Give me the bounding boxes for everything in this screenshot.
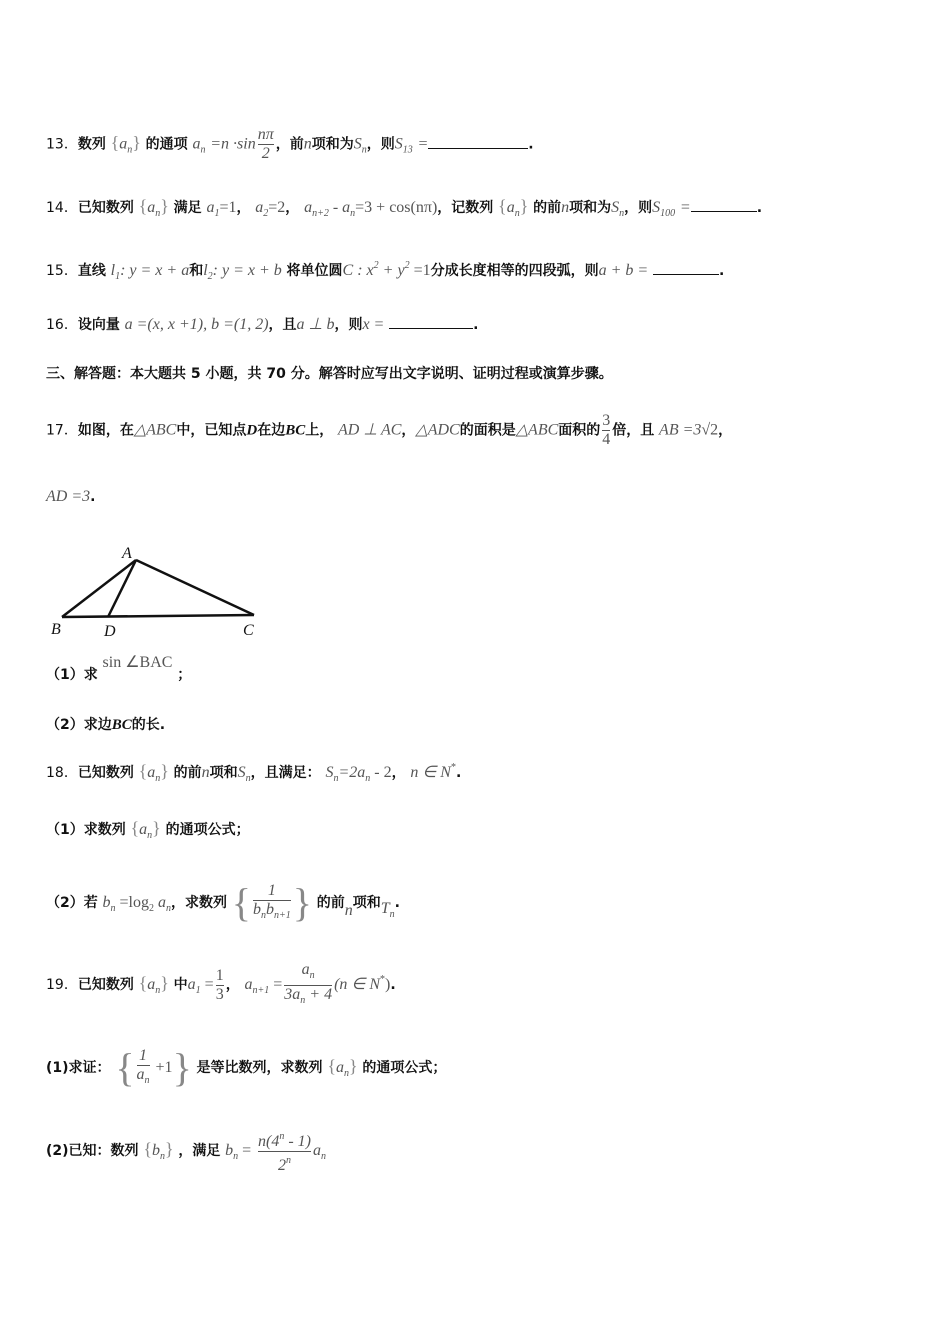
fraction bbox=[216, 967, 224, 1004]
section-heading: 三、解答题：本大题共 5 小题，共 70 分。解答时应写出文字说明、证明过程或演算步骤。 bbox=[46, 366, 613, 382]
text: （1）求数列 bbox=[46, 822, 126, 838]
text: . bbox=[473, 317, 479, 333]
brace: } bbox=[519, 196, 529, 216]
text: （2）求边 bbox=[46, 717, 112, 733]
formula: = bbox=[200, 976, 214, 993]
text: 如图，在 bbox=[77, 422, 134, 439]
fraction bbox=[258, 1128, 311, 1175]
edge-ac bbox=[136, 560, 254, 615]
subscript: n bbox=[147, 830, 153, 841]
var: n bbox=[257, 1132, 266, 1150]
text: ，则 bbox=[334, 317, 363, 333]
fraction bbox=[137, 1047, 150, 1090]
brace: { bbox=[327, 1056, 336, 1076]
seq-symbol: a bbox=[119, 135, 128, 153]
brace: { bbox=[138, 761, 148, 781]
question-16 bbox=[46, 314, 478, 335]
formula: AD =3 bbox=[46, 488, 91, 505]
value: =2 bbox=[268, 199, 286, 216]
var: a bbox=[255, 199, 264, 216]
subscript: 13 bbox=[402, 144, 413, 156]
subscript: n bbox=[619, 208, 625, 219]
subscript: n bbox=[166, 903, 171, 914]
var: a bbox=[206, 199, 215, 216]
subscript: n bbox=[144, 1074, 150, 1086]
seq-symbol: a bbox=[147, 199, 156, 216]
brace: { bbox=[130, 818, 140, 838]
superscript: 2 bbox=[373, 260, 379, 271]
subscript: n bbox=[350, 208, 356, 219]
formula: C : x bbox=[342, 262, 374, 279]
var: a bbox=[342, 199, 351, 216]
text: (1)求证： bbox=[46, 1060, 111, 1076]
var: S bbox=[394, 135, 403, 153]
text: 中 bbox=[173, 977, 188, 993]
q17-part1 bbox=[46, 654, 192, 685]
text: 是等比数列，求数列 bbox=[196, 1060, 323, 1076]
formula: △ABC bbox=[133, 421, 177, 439]
var: b bbox=[252, 900, 261, 918]
frac-num: 1 bbox=[139, 1046, 148, 1064]
fraction bbox=[602, 412, 610, 449]
text: 数列 bbox=[77, 136, 106, 153]
seq-symbol: a bbox=[147, 764, 156, 781]
brace: { bbox=[143, 1139, 152, 1159]
formula: - 2 bbox=[370, 764, 392, 781]
text: . bbox=[390, 977, 396, 993]
var: n bbox=[303, 135, 312, 153]
text: 倍，且 bbox=[612, 422, 655, 439]
equals: = bbox=[679, 199, 691, 216]
question-number: 14． bbox=[46, 200, 78, 216]
brace: { bbox=[231, 880, 251, 925]
text: ，求数列 bbox=[171, 895, 227, 911]
var: b bbox=[265, 900, 274, 918]
q19-part2 bbox=[46, 1124, 326, 1174]
edge-ba bbox=[62, 560, 136, 617]
superscript: n bbox=[279, 1130, 285, 1142]
text: 的面积是 bbox=[459, 422, 516, 439]
formula: x = bbox=[362, 316, 385, 333]
value: =1 bbox=[219, 199, 237, 216]
formula bbox=[103, 654, 173, 671]
brace: } bbox=[160, 196, 169, 216]
q17-ad-line bbox=[46, 486, 95, 507]
text: 中，已知点 bbox=[176, 422, 247, 439]
question-number: 19． bbox=[46, 977, 78, 993]
text: ， bbox=[718, 422, 733, 439]
formula: (n ∈ N bbox=[334, 976, 380, 993]
seq-symbol: a bbox=[506, 199, 515, 216]
var: a bbox=[136, 1065, 145, 1083]
subscript: n bbox=[260, 909, 266, 921]
formula: √2 bbox=[701, 421, 719, 439]
value: 2 bbox=[277, 1156, 286, 1174]
equals: = bbox=[417, 135, 429, 153]
var: a bbox=[154, 894, 166, 911]
question-number: 17． bbox=[46, 422, 78, 439]
text: ， bbox=[285, 200, 300, 216]
text: . bbox=[90, 489, 96, 505]
var: b bbox=[225, 1142, 234, 1159]
text: 上， bbox=[305, 422, 334, 439]
q18-part1 bbox=[46, 818, 250, 846]
triangle-figure bbox=[46, 540, 276, 640]
text: （2）若 bbox=[46, 895, 98, 911]
text: ， bbox=[391, 765, 406, 781]
label-c: C bbox=[243, 622, 254, 639]
text: 的通项公式； bbox=[362, 1060, 447, 1076]
text: . bbox=[455, 765, 462, 781]
text: 已知数列 bbox=[77, 200, 134, 216]
text: 的前 bbox=[316, 895, 345, 911]
text: . bbox=[718, 263, 725, 279]
text: 项和为 bbox=[569, 200, 612, 216]
operator: - bbox=[328, 199, 343, 216]
var: l bbox=[110, 262, 116, 279]
frac-den bbox=[258, 1151, 311, 1175]
formula: + y bbox=[378, 262, 405, 279]
superscript: * bbox=[450, 762, 456, 773]
var: S bbox=[325, 764, 334, 781]
text: ，记数列 bbox=[437, 200, 494, 216]
superscript: * bbox=[380, 974, 385, 985]
subscript: n bbox=[309, 969, 315, 981]
subscript: 2 bbox=[149, 903, 154, 914]
formula: = bbox=[269, 976, 283, 993]
text: 的通项公式； bbox=[165, 822, 250, 838]
subscript: n bbox=[333, 773, 339, 784]
fraction bbox=[284, 961, 332, 1010]
subscript: n bbox=[159, 1151, 165, 1162]
text: ，满足 bbox=[178, 1143, 221, 1159]
text: ，且 bbox=[268, 317, 297, 333]
subscript: 1 bbox=[214, 208, 220, 219]
formula: a + b = bbox=[598, 262, 649, 279]
var: S bbox=[353, 135, 362, 153]
seq-symbol: a bbox=[335, 1059, 344, 1076]
subscript: n+1 bbox=[252, 985, 270, 996]
brace: } bbox=[164, 1139, 174, 1159]
brace: } bbox=[348, 1056, 358, 1076]
formula: n ∈ N bbox=[410, 764, 451, 781]
text: 在边 bbox=[257, 422, 286, 439]
edge-ad bbox=[108, 560, 136, 617]
formula: △ADC bbox=[415, 421, 460, 439]
var: a bbox=[244, 976, 253, 993]
formula: =n ·sin bbox=[210, 135, 256, 153]
text: . bbox=[528, 136, 534, 153]
subscript: n bbox=[155, 773, 161, 784]
question-15 bbox=[46, 256, 724, 287]
formula: ) bbox=[385, 976, 391, 993]
text: 将单位圆 bbox=[286, 263, 343, 279]
seq-symbol: a bbox=[147, 976, 156, 993]
frac-num: 3 bbox=[602, 412, 611, 429]
text: ，则 bbox=[624, 200, 653, 216]
q17-part2 bbox=[46, 714, 165, 735]
subscript: n bbox=[365, 773, 371, 784]
subscript: n bbox=[300, 994, 306, 1006]
subscript: 2 bbox=[207, 271, 213, 282]
formula: =2a bbox=[338, 764, 366, 781]
brace: { bbox=[110, 132, 120, 153]
text: ，则 bbox=[366, 136, 395, 153]
text: ； bbox=[177, 667, 192, 683]
frac-den bbox=[253, 900, 291, 925]
answer-blank[interactable] bbox=[389, 314, 473, 329]
text: 分成长度相等的四段弧，则 bbox=[430, 263, 599, 279]
question-18 bbox=[46, 758, 461, 789]
text: ， bbox=[401, 422, 416, 439]
brace: } bbox=[160, 761, 169, 781]
brace: { bbox=[138, 973, 148, 993]
text: 的前 bbox=[173, 765, 202, 781]
q19-part1 bbox=[46, 1040, 446, 1092]
subscript: n bbox=[361, 144, 367, 156]
text: 已知数列 bbox=[77, 977, 134, 993]
var: BC bbox=[285, 422, 306, 439]
subscript: 1 bbox=[115, 271, 121, 282]
brace: } bbox=[160, 973, 169, 993]
text: 项和 bbox=[352, 895, 381, 911]
var: a bbox=[301, 960, 310, 978]
label-d: D bbox=[104, 623, 116, 640]
question-number: 16． bbox=[46, 317, 78, 333]
text: 的长. bbox=[131, 717, 166, 733]
text: （1）求 bbox=[46, 667, 98, 683]
brace: } bbox=[152, 818, 161, 838]
subscript: n bbox=[245, 773, 251, 784]
formula: +1 bbox=[151, 1059, 173, 1076]
frac-den: 4 bbox=[602, 431, 611, 448]
text: 直线 bbox=[77, 263, 106, 279]
brace: } bbox=[132, 132, 141, 153]
seq-symbol: a bbox=[139, 821, 148, 838]
var: S bbox=[611, 199, 620, 216]
text: 的通项 bbox=[145, 136, 188, 153]
var: a bbox=[187, 976, 196, 993]
subscript: n bbox=[200, 144, 206, 156]
text: ，且满足： bbox=[250, 765, 321, 781]
text: ，前 bbox=[275, 136, 304, 153]
edge-bc bbox=[62, 615, 254, 617]
label-a: A bbox=[122, 545, 132, 562]
label-b: B bbox=[51, 621, 61, 638]
superscript: n bbox=[285, 1154, 291, 1166]
text: 项和为 bbox=[311, 136, 354, 153]
fraction bbox=[253, 882, 291, 925]
text: . bbox=[394, 895, 400, 911]
var: 3a bbox=[284, 985, 301, 1003]
var: T bbox=[380, 900, 390, 917]
text: 面积的 bbox=[558, 422, 601, 439]
subscript: n bbox=[233, 1151, 239, 1162]
superscript: 2 bbox=[404, 260, 410, 271]
formula: a ⊥ b bbox=[296, 316, 335, 333]
frac-num: nπ bbox=[257, 126, 274, 143]
answer-blank[interactable] bbox=[653, 260, 719, 275]
q18-part2 bbox=[46, 880, 400, 924]
subscript: n+1 bbox=[273, 909, 291, 921]
question-13 bbox=[46, 126, 534, 163]
var: a bbox=[304, 199, 313, 216]
formula: AD ⊥ AC bbox=[338, 421, 402, 439]
formula: (4 bbox=[265, 1132, 280, 1150]
var: n bbox=[344, 902, 353, 919]
frac-den: 2 bbox=[258, 144, 274, 163]
var: b bbox=[151, 1142, 160, 1159]
formula: =1 bbox=[409, 262, 431, 279]
question-19 bbox=[46, 958, 396, 1006]
subscript: n bbox=[155, 985, 161, 996]
text: 和 bbox=[189, 263, 204, 279]
var: n bbox=[561, 199, 570, 216]
subscript: n bbox=[110, 903, 116, 914]
text: 项和 bbox=[209, 765, 238, 781]
var: S bbox=[652, 199, 661, 216]
subscript: n+2 bbox=[312, 208, 329, 219]
var: BC bbox=[111, 717, 132, 733]
subscript: n bbox=[155, 208, 161, 219]
frac-num bbox=[284, 961, 332, 985]
formula: sin ∠BAC bbox=[102, 654, 173, 671]
brace: { bbox=[498, 196, 507, 216]
text: 已知数列 bbox=[77, 765, 134, 781]
question-number: 13． bbox=[46, 136, 78, 153]
var: b bbox=[102, 894, 111, 911]
formula: a =(x, x +1), b =(1, 2) bbox=[124, 316, 269, 333]
formula: △ABC bbox=[515, 421, 559, 439]
formula: : y = x + a bbox=[120, 262, 190, 279]
text: 满足 bbox=[173, 200, 202, 216]
brace: } bbox=[172, 1045, 192, 1090]
var: a bbox=[312, 1142, 321, 1159]
text: (2)已知：数列 bbox=[46, 1143, 139, 1159]
text: 设向量 bbox=[77, 317, 120, 333]
answer-blank[interactable] bbox=[428, 134, 528, 149]
brace: { bbox=[138, 196, 148, 216]
text: ， bbox=[225, 977, 240, 993]
subscript: 100 bbox=[660, 208, 676, 219]
fraction bbox=[258, 126, 274, 163]
var: D bbox=[246, 422, 258, 439]
formula: = bbox=[238, 1142, 252, 1159]
question-number: 15． bbox=[46, 263, 78, 279]
question-17 bbox=[46, 412, 732, 449]
text: 的前 bbox=[533, 200, 562, 216]
formula: AB =3 bbox=[659, 421, 702, 439]
subscript: n bbox=[343, 1068, 349, 1079]
frac-den: 3 bbox=[215, 985, 224, 1003]
var: l bbox=[203, 262, 208, 279]
answer-blank[interactable] bbox=[691, 197, 757, 212]
subscript: n bbox=[320, 1151, 326, 1162]
question-number: 18． bbox=[46, 765, 78, 781]
brace: { bbox=[115, 1045, 135, 1090]
subscript: n bbox=[514, 208, 520, 219]
brace: } bbox=[292, 880, 312, 925]
subscript: n bbox=[127, 144, 133, 156]
subscript: n bbox=[389, 909, 395, 920]
value: =3 + cos(nπ) bbox=[355, 199, 438, 216]
text: ， bbox=[236, 200, 251, 216]
frac-num: 1 bbox=[215, 966, 224, 984]
frac-num: 1 bbox=[267, 881, 276, 899]
frac-den bbox=[137, 1065, 150, 1090]
formula: =log bbox=[115, 894, 149, 911]
var bbox=[380, 900, 395, 920]
formula: + 4 bbox=[305, 985, 333, 1003]
formula: : y = x + b bbox=[212, 262, 282, 279]
frac-num bbox=[258, 1128, 311, 1151]
subscript: 1 bbox=[195, 985, 201, 996]
formula: - 1) bbox=[284, 1132, 311, 1150]
var: n bbox=[201, 764, 210, 781]
formula: a bbox=[192, 135, 201, 153]
text: . bbox=[756, 200, 763, 216]
question-14 bbox=[46, 196, 762, 224]
var: S bbox=[237, 764, 246, 781]
subscript: 2 bbox=[263, 208, 269, 219]
frac-den bbox=[284, 985, 332, 1010]
